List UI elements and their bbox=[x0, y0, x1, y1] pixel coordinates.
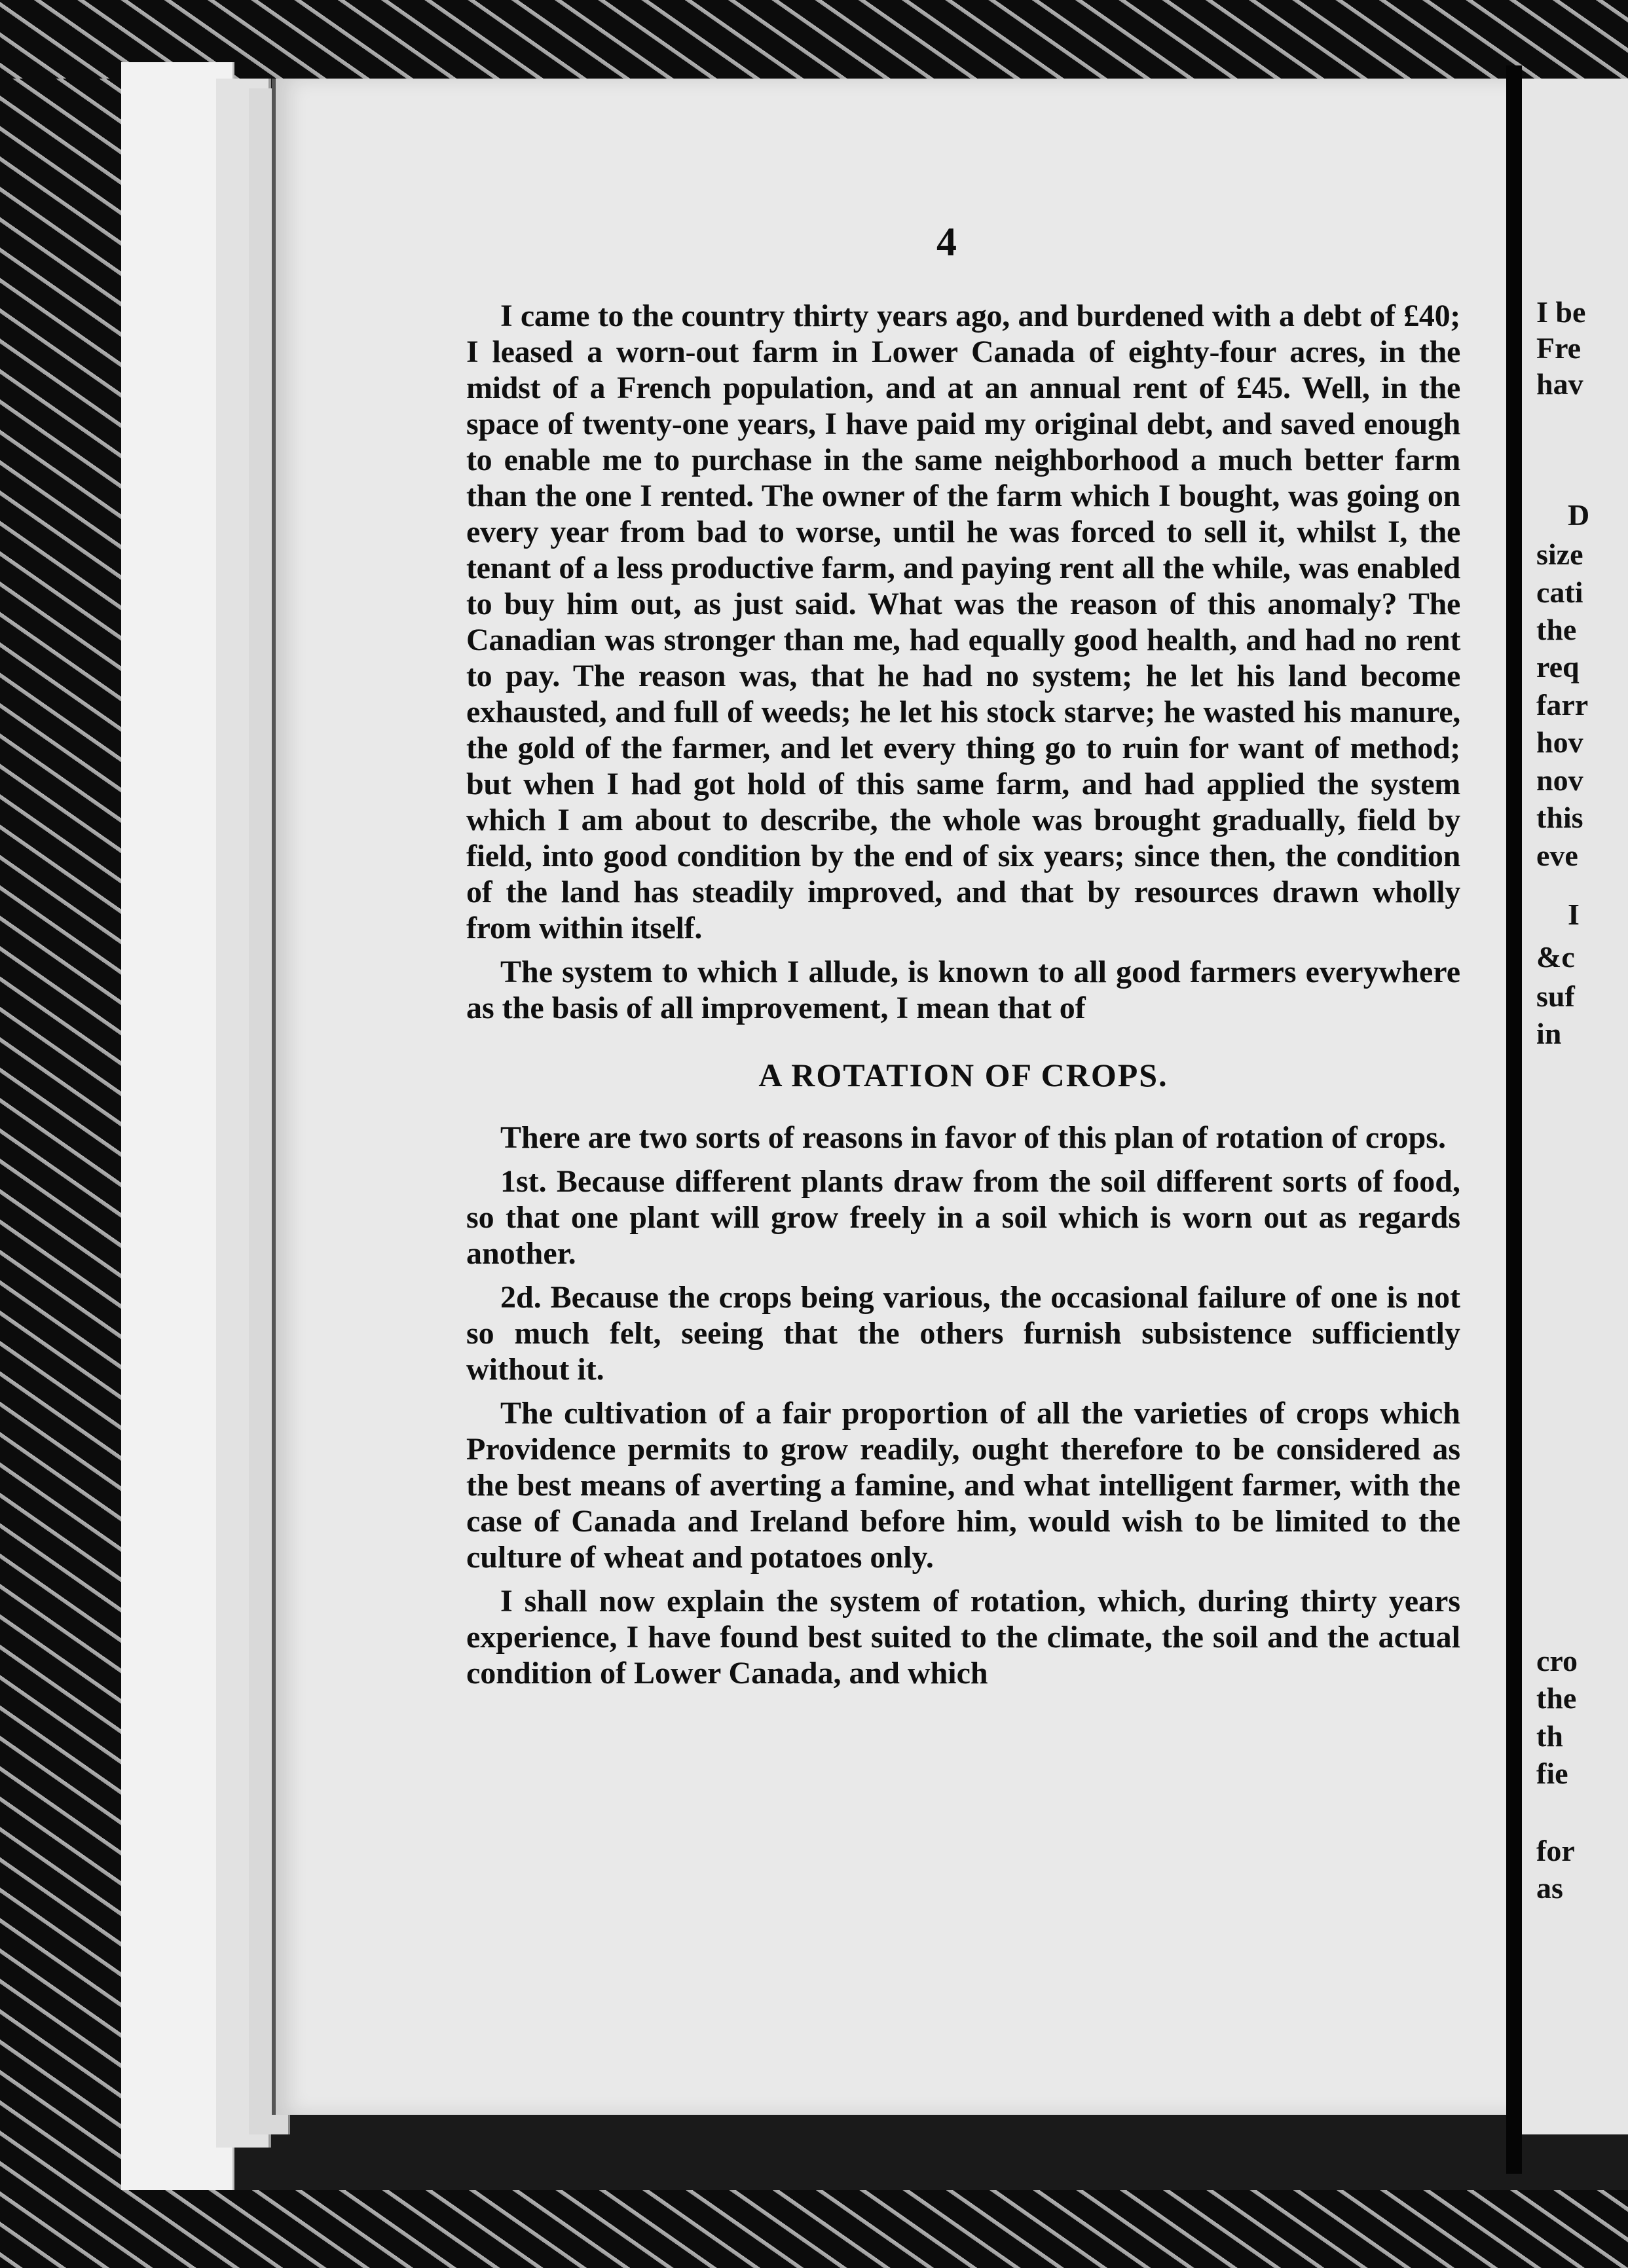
facing-page-fragment: cati bbox=[1536, 576, 1583, 609]
paragraph-1: I came to the country thirty years ago, and burdened with a debt of £40; I leased a worn-out farm in Lower Canada of eighty-four acres, in the midst of a French population, and at an annual rent of £45. Well, in the space of twenty-one years, I have paid my original debt, and saved enough to enable me to purchase in the same neighborhood a much better farm than the one I rented. The owner of the farm which I bought, was going on every year from bad to worse, until he was forced to sell it, whilst I, the tenant of a less productive farm, and paying rent all the while, was enabled to buy him out, as just said. What was the reason of this anomaly? The Canadian was stronger than me, had equally good health, and had no rent to pay. The reason was, that he had no system; he let his land become exhausted, and full of weeds; he let his stock starve; he wasted his manure, the gold of the farmer, and let every thing go to ruin for want of method; but when I had got hold of this same farm, and had applied the system which I am about to describe, the whole was brought gradually, field by field, into good condition by the end of six years; since then, the condition of the land has steadily improved, and that by resources drawn wholly from within itself. bbox=[466, 299, 1460, 945]
facing-page-fragment: cro bbox=[1536, 1644, 1578, 1677]
facing-page-fragment: Fre bbox=[1536, 331, 1582, 365]
facing-page-fragment: the bbox=[1536, 1681, 1577, 1715]
facing-page-fragment: size bbox=[1536, 538, 1583, 571]
facing-page-fragment: eve bbox=[1536, 839, 1578, 872]
facing-page-fragment: the bbox=[1536, 613, 1577, 646]
facing-page-fragment: in bbox=[1536, 1017, 1562, 1050]
facing-page-fragment: this bbox=[1536, 801, 1583, 834]
facing-page-fragment: suf bbox=[1536, 979, 1575, 1013]
facing-page-fragment: req bbox=[1536, 650, 1580, 684]
facing-page-fragment: for bbox=[1536, 1834, 1575, 1867]
paragraph-3: There are two sorts of reasons in favor of this plan of rotation of crops. bbox=[500, 1120, 1446, 1155]
marbled-board-left bbox=[0, 0, 121, 2268]
paragraph-6: The cultivation of a fair proportion of all the varieties of crops which Providence permits to grow readily, ought therefore to be considered as the best means of averting a famine, and what intelligent farmer, with the case of Canada and Ireland before him, would wish to be limited to the culture of wheat and potatoes only. bbox=[466, 1396, 1460, 1575]
page-number: 4 bbox=[936, 220, 957, 265]
facing-page-edge bbox=[1522, 79, 1628, 2134]
marbled-board-top bbox=[0, 0, 1628, 79]
facing-page-fragment: hov bbox=[1536, 725, 1583, 759]
paragraph-7: I shall now explain the system of rotation, which, during thirty years experience, I have found best suited to the climate, the soil and the actual condition of Lower Canada, and which bbox=[466, 1584, 1460, 1691]
paragraph-4: 1st. Because different plants draw from the soil different sorts of food, so that one plant will grow freely in a soil which is worn out as regards another. bbox=[466, 1164, 1460, 1271]
page-text bbox=[466, 298, 1460, 1691]
facing-page-fragment: farr bbox=[1536, 688, 1589, 722]
facing-page-fragment: th bbox=[1536, 1719, 1563, 1753]
facing-page-fragment: nov bbox=[1536, 763, 1583, 797]
paragraph-2: The system to which I allude, is known to all good farmers everywhere as the basis of all improvement, I mean that of bbox=[466, 955, 1460, 1025]
section-heading: A ROTATION OF CROPS. bbox=[758, 1057, 1168, 1093]
facing-page-fragment: hav bbox=[1536, 367, 1583, 401]
facing-page-fragment: I be bbox=[1536, 295, 1586, 329]
book-gutter bbox=[1506, 65, 1522, 2174]
facing-page-fragment: I bbox=[1568, 898, 1580, 931]
paragraph-5: 2d. Because the crops being various, the occasional failure of one is not so much felt, seeing that the others furnish subsistence sufficiently without it. bbox=[466, 1280, 1460, 1387]
facing-page-fragment: fie bbox=[1536, 1757, 1568, 1790]
facing-page-fragment: as bbox=[1536, 1871, 1563, 1905]
facing-page-fragment: &c bbox=[1536, 940, 1575, 974]
facing-page-fragment: D bbox=[1568, 498, 1590, 532]
marbled-board-bottom bbox=[0, 2190, 1628, 2268]
